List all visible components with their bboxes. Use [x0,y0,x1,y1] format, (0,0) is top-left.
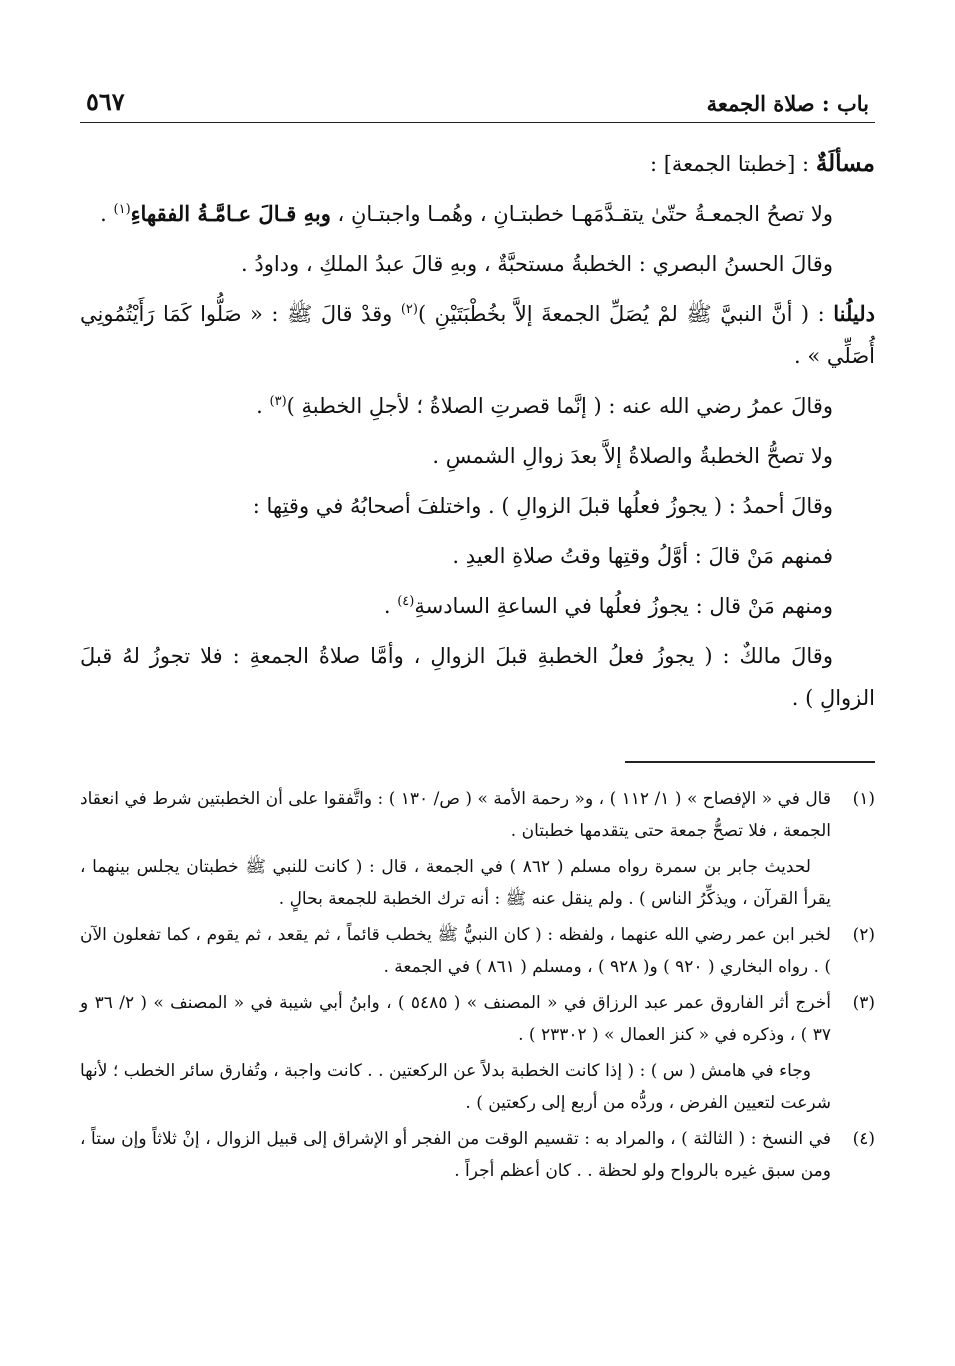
paragraph-9 [80,635,875,719]
main-text [80,143,875,719]
p2-text: وقالَ الحسنُ البصري : الخطبةُ مستحبَّةٌ ، وبهِ قالَ عبدُ الملكِ ، وداودُ . [241,252,833,276]
p4-end: . [256,394,270,418]
paragraph-7 [80,535,875,577]
footnote-paragraph: لخبر ابن عمر رضي الله عنهما ، ولفظه : ( كان النبيُّ ﷺ يخطب قائماً ، ثم يقعد ، ثم يقوم ، كما تفعلون الآن ) . رواه البخاري ( ٩٢٠ ) و( ٩٢٨ ) ، ومسلم ( ٨٦١ ) في الجمعة . [80,925,831,977]
footnote-2 [80,919,875,983]
footnote-paragraph: في النسخ : ( الثالثة ) ، والمراد به : تقسيم الوقت من الفجر أو الإشراق إلى قبيل الزوال ، إنْ ثلاثاً وإن ستاً ، ومن سبق غيره بالرواح ولو لحظة . . كان أعظم أجراً . [80,1129,831,1181]
paragraph-5 [80,435,875,477]
paragraph-4 [80,385,875,427]
running-title: باب : صلاة الجمعة [706,91,869,116]
masala-heading [80,143,875,185]
p1-bold: وبهِ قـالَ عـامَّـةُ الفقهاءِ [130,201,331,226]
p8-end: . [383,594,398,618]
paragraph-8 [80,585,875,627]
footnote-paragraph: قال في « الإفصاح » ( ١/ ١١٢ ) ، و« رحمة الأمة » ( ص/ ١٣٠ ) : واتَّفقوا على أن الخطبتين شرط في انعقاد الجمعة ، فلا تصحُّ جمعة حتى يتقدمها خطبتان . [80,789,831,841]
footnote-number: (١) [852,789,875,809]
footnote-ref-3[interactable]: (٣) [269,394,287,409]
footnote-4 [80,1123,875,1187]
p1-text: ولا تصحُ الجمعـةُ حتّىٰ يتقـدَّمَهـا خطبتـانِ ، وهُمـا واجبتـانِ ، [330,202,833,226]
p7-text: فمنهم مَنْ قالَ : أوَّلُ وقتِها وقتُ صلاةِ العيدِ . [452,544,833,568]
p4-text: وقالَ عمرُ رضي الله عنه : ( إنَّما قصرتِ الصلاةُ ؛ لأجلِ الخطبةِ ) [286,394,833,418]
footnote-number: (٤) [852,1129,875,1149]
footnote-number: (٢) [852,925,875,945]
footnote-1 [80,783,875,915]
p3-label: دليلُنا [833,301,876,326]
page-header [80,80,875,123]
paragraph-3 [80,293,875,377]
footnote-ref-2[interactable]: (٢) [400,302,418,317]
paragraph-6 [80,485,875,527]
page-number: ٥٦٧ [86,87,125,116]
footnote-separator [625,761,875,763]
p9-text: وقالَ مالكٌ : ( يجوزُ فعلُ الخطبةِ قبلَ الزوالِ ، وأمَّا صلاةُ الجمعةِ : فلا تجوزُ لهُ قبلَ الزوالِ ) . [80,644,875,710]
masala-title: : [خطبتا الجمعة] : [649,152,816,176]
paragraph-2 [80,243,875,285]
masala-label: مسألَةٌ [815,150,875,177]
paragraph-1 [80,193,875,235]
footnote-body [80,987,831,1119]
footnotes [80,783,875,1187]
footnote-body [80,1123,831,1187]
footnote-body [80,919,831,983]
book-page [80,80,875,1191]
footnote-3 [80,987,875,1119]
p5-text: ولا تصحُّ الخطبةُ والصلاةُ إلاَّ بعدَ زوالِ الشمسِ . [432,444,833,468]
footnote-number: (٣) [852,993,875,1013]
footnote-paragraph: وجاء في هامش ( س ) : ( إذا كانت الخطبة بدلاً عن الركعتين . . كانت واجبة ، وتُفارق سائر الخطب ؛ لأنها شرعت لتعيين الفرض ، وردُّه من أربع إلى ركعتين ) . [80,1061,831,1113]
footnote-paragraph: أخرج أثر الفاروق عمر عبد الرزاق في « المصنف » ( ٥٤٨٥ ) ، وابنُ أبي شيبة في « المصنف » ( ٢/ ٣٦ و ٣٧ ) ، وذكره في « كنز العمال » ( ٢٣٣٠٢ ) . [80,993,831,1045]
footnote-ref-4[interactable]: (٤) [397,594,415,609]
footnote-paragraph: لحديث جابر بن سمرة رواه مسلم ( ٨٦٢ ) في الجمعة ، قال : ( كانت للنبي ﷺ خطبتان يجلس بينهما ، يقرأ القرآن ، ويذكِّرُ الناس ) . ولم ينقل عنه ﷺ : أنه ترك الخطبة للجمعة بحالٍ . [80,857,831,909]
p8-text: ومنهم مَنْ قال : يجوزُ فعلُها في الساعةِ السادسةِ [414,594,833,618]
p3-end: وقدْ قالَ ﷺ : « صَلُّوا كَمَا رَأَيْتُمُونِي أُصَلِّي » . [80,302,875,368]
footnote-body [80,783,831,915]
p3-text: : ( أنَّ النبيَّ ﷺ لمْ يُصَلِّ الجمعةَ إلاَّ بخُطْبَتَيْنِ ) [417,302,834,326]
footnote-ref-1[interactable]: (١) [113,202,131,217]
p6-text: وقالَ أحمدُ : ( يجوزُ فعلُها قبلَ الزوالِ ) . واختلفَ أصحابُهُ في وقتِها : [252,494,833,518]
p1-end: . [100,202,114,226]
